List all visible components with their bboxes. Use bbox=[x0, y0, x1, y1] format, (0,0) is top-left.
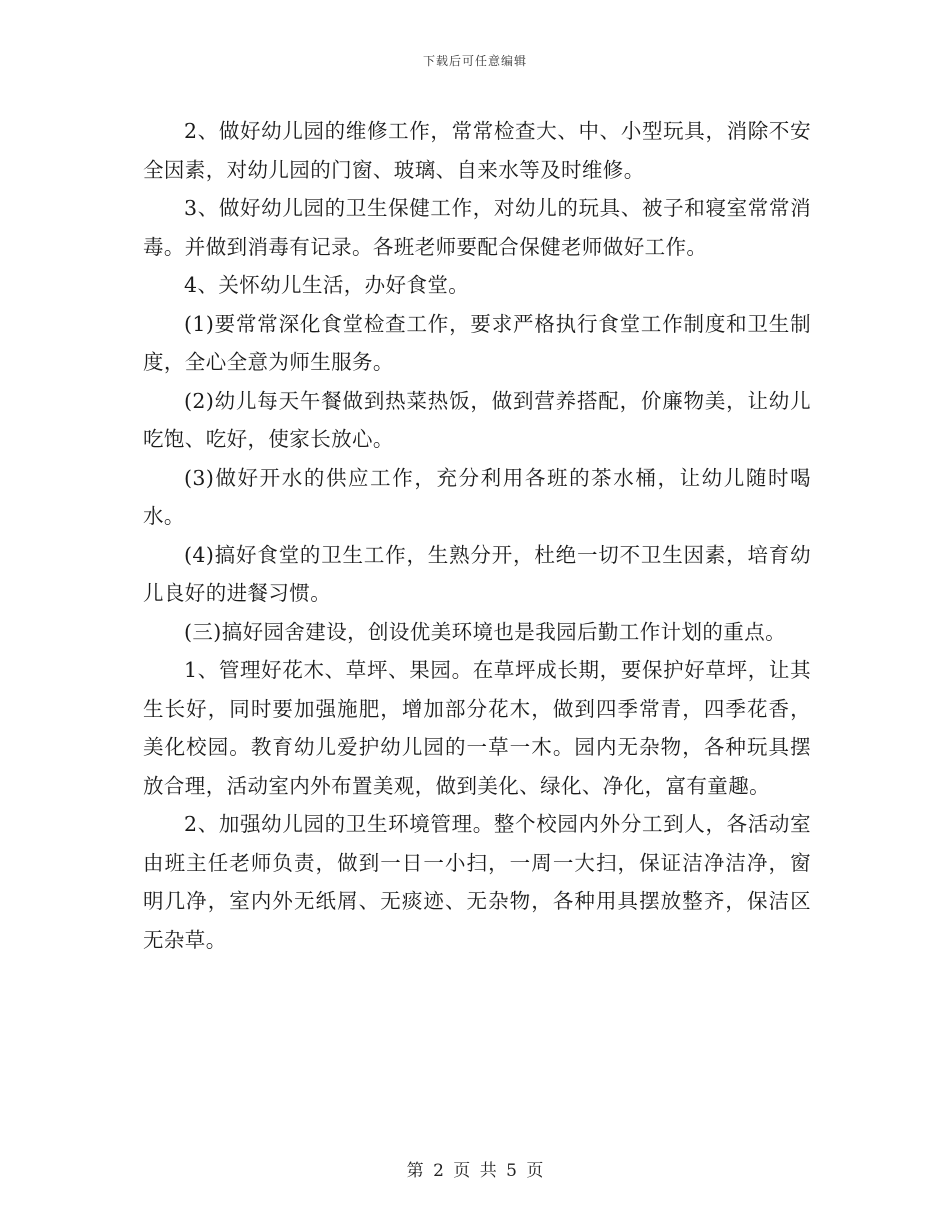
document-body bbox=[143, 112, 811, 959]
paragraph-canteen-item-3: (3)做好开水的供应工作，充分利用各班的茶水桶，让幼儿随时喝水。 bbox=[143, 465, 811, 528]
paragraph-canteen-item-1: (1)要常常深化食堂检查工作，要求严格执行食堂工作制度和卫生制度，全心全意为师生服务。 bbox=[143, 311, 811, 374]
paragraph-canteen-item-2: (2)幼儿每天午餐做到热菜热饭，做到营养搭配，价廉物美，让幼儿吃饱、吃好，使家长放心。 bbox=[143, 388, 811, 451]
paragraph-sanitation: 2、加强幼儿园的卫生环境管理。整个校园内外分工到人，各活动室由班主任老师负责，做到一日一小扫，一周一大扫，保证洁净洁净，窗明几净，室内外无纸屑、无痰迹、无杂物，各种用具摆放整齐，保洁区无杂草。 bbox=[143, 812, 811, 952]
paragraph-greenery: 1、管理好花木、草坪、果园。在草坪成长期，要保护好草坪，让其生长好，同时要加强施肥，增加部分花木，做到四季常青，四季花香，美化校园。教育幼儿爱护幼儿园的一草一木。园内无杂物，各种玩具摆放合理，活动室内外布置美观，做到美化、绿化、净化，富有童趣。 bbox=[143, 658, 811, 798]
paragraph-maintenance: 2、做好幼儿园的维修工作，常常检查大、中、小型玩具，消除不安全因素，对幼儿园的门窗、玻璃、自来水等及时维修。 bbox=[143, 119, 811, 182]
paragraph-canteen-item-4: (4)搞好食堂的卫生工作，生熟分开，杜绝一切不卫生因素，培育幼儿良好的进餐习惯。 bbox=[143, 542, 811, 605]
paragraph-health-care: 3、做好幼儿园的卫生保健工作，对幼儿的玩具、被子和寝室常常消毒。并做到消毒有记录。各班老师要配合保健老师做好工作。 bbox=[143, 196, 811, 259]
page-header: 下载后可任意编辑 bbox=[422, 54, 527, 68]
paragraph-canteen-heading: 4、关怀幼儿生活，办好食堂。 bbox=[184, 273, 470, 297]
page-footer: 第 2 页 共 5 页 bbox=[406, 1161, 544, 1181]
paragraph-section-three: (三)搞好园舍建设，创设优美环境也是我园后勤工作计划的重点。 bbox=[184, 619, 786, 644]
